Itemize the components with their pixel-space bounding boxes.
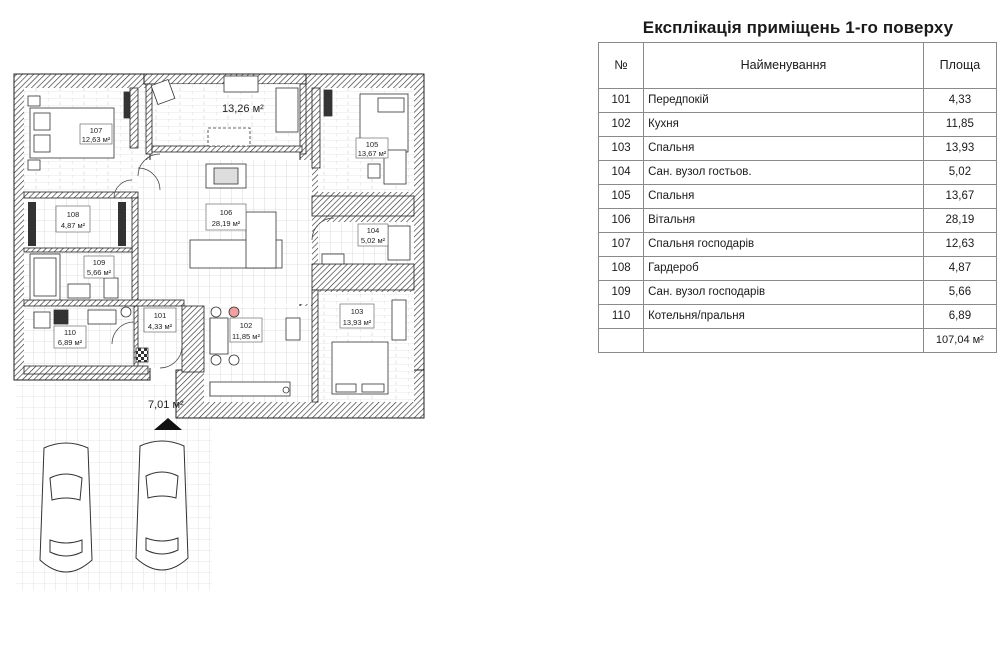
row-num: 101 [599, 89, 644, 113]
room-area: 5,66 м² [86, 268, 112, 277]
room-tag-105 [356, 138, 388, 158]
room-area: 5,02 м² [360, 236, 386, 245]
row-area: 11,85 [923, 113, 996, 137]
header-area: Площа [923, 43, 996, 89]
table-row [599, 257, 997, 281]
row-num: 102 [599, 113, 644, 137]
table-row [599, 233, 997, 257]
room-number: 101 [153, 311, 167, 320]
row-area: 4,87 [923, 257, 996, 281]
car-right-icon [136, 441, 188, 570]
room-number: 106 [219, 208, 233, 217]
row-num: 108 [599, 257, 644, 281]
row-name: Спальня [644, 185, 924, 209]
row-area: 4,33 [923, 89, 996, 113]
row-name: Сан. вузол гостьов. [644, 161, 924, 185]
room-number: 103 [350, 307, 364, 316]
room-area: 13,93 м² [342, 318, 372, 327]
row-num: 105 [599, 185, 644, 209]
room-area: 13,67 м² [357, 149, 387, 158]
room-number: 107 [89, 126, 103, 135]
row-num: 103 [599, 137, 644, 161]
row-name: Гардероб [644, 257, 924, 281]
explication-title: Експлікація приміщень 1-го поверху [642, 18, 954, 37]
row-name: Спальня [644, 137, 924, 161]
room-tag-110 [54, 326, 86, 348]
row-name: Спальня господарів [644, 233, 924, 257]
table-row [599, 281, 997, 305]
room-tag-106 [206, 204, 246, 230]
room-number: 105 [365, 140, 379, 149]
room-area: 28,19 м² [211, 219, 241, 228]
table-row [599, 161, 997, 185]
room-tag-109 [84, 256, 114, 278]
row-area: 6,89 [923, 305, 996, 329]
room-number: 102 [239, 321, 253, 330]
total-area: 107,04 м² [923, 329, 996, 353]
total-num-cell [599, 329, 644, 353]
car-left-icon [40, 443, 92, 572]
table-row [599, 113, 997, 137]
row-area: 12,63 [923, 233, 996, 257]
table-row [599, 305, 997, 329]
header-name: Найменування [644, 43, 924, 89]
room-tag-108 [56, 206, 90, 232]
table-header-row [599, 43, 997, 89]
row-name: Сан. вузол господарів [644, 281, 924, 305]
row-num: 109 [599, 281, 644, 305]
parking-area-label: 7,01 м² [148, 399, 184, 411]
explication-table [598, 42, 997, 353]
room-tag-107 [80, 124, 112, 144]
table-row [599, 137, 997, 161]
room-number: 108 [66, 210, 80, 219]
row-num: 107 [599, 233, 644, 257]
room-tag-103 [340, 304, 374, 328]
row-name: Передпокій [644, 89, 924, 113]
room-area: 11,85 м² [232, 332, 260, 341]
room-tag-102 [230, 318, 262, 342]
row-num: 106 [599, 209, 644, 233]
room-area: 6,89 м² [57, 338, 83, 347]
row-area: 13,93 [923, 137, 996, 161]
terrace-area-label: 13,26 м² [222, 103, 264, 115]
row-name: Вітальня [644, 209, 924, 233]
room-number: 109 [92, 258, 106, 267]
table-row [599, 89, 997, 113]
row-area: 28,19 [923, 209, 996, 233]
room-tag-101 [144, 308, 176, 332]
row-area: 5,66 [923, 281, 996, 305]
row-area: 5,02 [923, 161, 996, 185]
table-row [599, 209, 997, 233]
room-number: 104 [366, 226, 380, 235]
row-name: Кухня [644, 113, 924, 137]
row-area: 13,67 [923, 185, 996, 209]
header-num: № [599, 43, 644, 89]
table-row [599, 185, 997, 209]
room-number: 110 [64, 328, 76, 337]
row-name: Котельня/пральня [644, 305, 924, 329]
room-area: 4,87 м² [60, 221, 86, 230]
table-total-row [599, 329, 997, 353]
room-area: 4,33 м² [147, 322, 173, 331]
row-num: 110 [599, 305, 644, 329]
room-area: 12,63 м² [81, 135, 111, 144]
room-tag-104 [358, 224, 388, 246]
row-num: 104 [599, 161, 644, 185]
total-name-cell [644, 329, 924, 353]
